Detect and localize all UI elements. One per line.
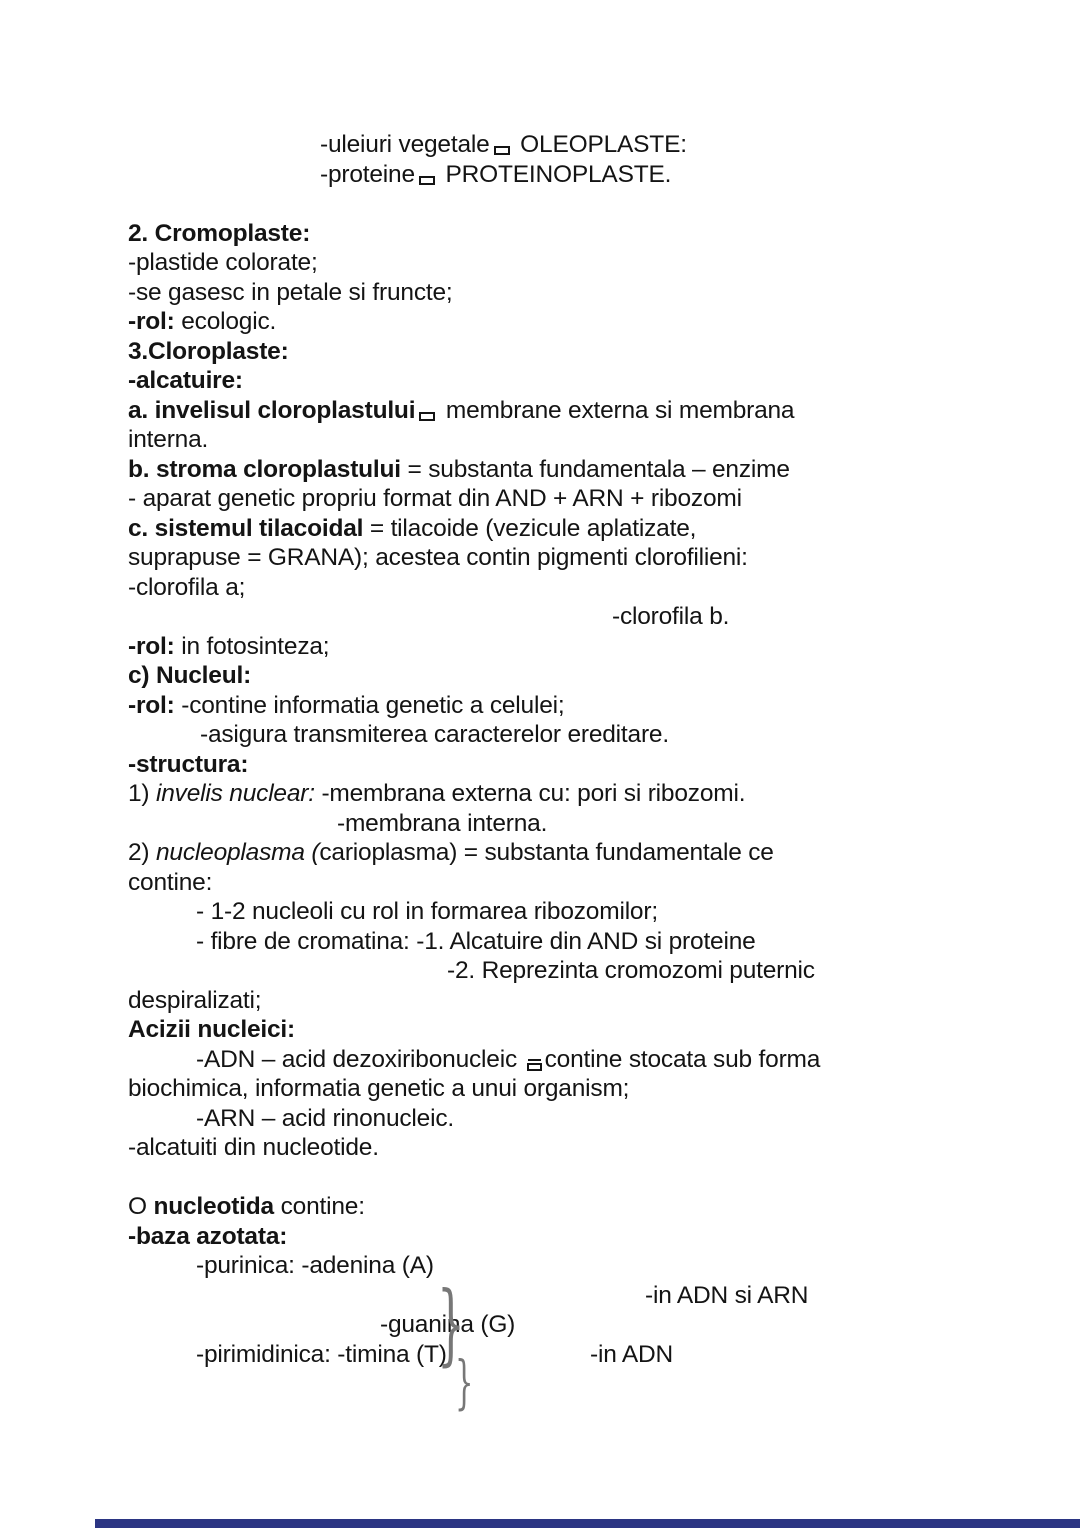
text-segment: -baza azotata: [128, 1222, 288, 1250]
curly-brace-annotation: } [455, 1348, 474, 1416]
text-segment: despiralizati; [128, 986, 262, 1014]
text-segment: nucleoplasma ( [156, 839, 320, 866]
text-segment: Acizii nucleici: [128, 1016, 295, 1043]
text-segment: 1) [128, 780, 156, 807]
text-segment: contine stocata sub forma [544, 1045, 821, 1073]
text-line [0, 130, 1080, 160]
footer-bar [95, 1519, 1080, 1528]
text-line [0, 337, 1080, 367]
text-line [0, 1015, 1080, 1045]
missing-glyph-box-icon [419, 412, 435, 421]
text-segment: - aparat genetic propriu format din AND + ARN + ribozomi [128, 485, 742, 512]
text-line [0, 307, 1080, 337]
text-line [0, 189, 1080, 219]
text-line [0, 1104, 1080, 1134]
text-segment: -rol: [128, 308, 175, 335]
text-line [0, 514, 1080, 544]
text-segment: -proteine [320, 160, 415, 188]
text-segment: = substanta fundamentala – enzime [400, 455, 790, 483]
text-line [0, 986, 1080, 1016]
text-line [0, 838, 1080, 868]
text-segment: -membrana externa cu: pori si ribozomi. [314, 780, 746, 807]
text-line [0, 1310, 1080, 1340]
text-line [0, 927, 1080, 957]
text-segment: -purinica: -adenina (A) [196, 1252, 434, 1279]
text-segment: interna. [128, 426, 209, 453]
text-line [0, 543, 1080, 573]
text-line [0, 1281, 1080, 1311]
text-segment: invelis nuclear: [156, 780, 315, 807]
text-segment: -ADN – acid dezoxiribonucleic [196, 1045, 524, 1073]
text-line [0, 160, 1080, 190]
text-line [0, 632, 1080, 662]
text-segment: a. invelisul cloroplastului [128, 396, 416, 424]
text-segment: -ARN – acid rinonucleic. [196, 1104, 455, 1132]
text-line [0, 1045, 1080, 1075]
text-segment: ecologic. [174, 308, 277, 335]
missing-glyph-table-icon [527, 1063, 542, 1071]
text-line [0, 455, 1080, 485]
text-segment: suprapuse = GRANA); acestea contin pigmenti clorofilieni: [128, 544, 748, 571]
text-line [0, 868, 1080, 898]
text-line [0, 720, 1080, 750]
text-segment: carioplasma) = substanta fundamentale ce [319, 839, 774, 866]
text-segment: O [128, 1193, 154, 1220]
text-line [0, 1163, 1080, 1193]
text-line [0, 809, 1080, 839]
text-segment: c. sistemul tilacoidal [128, 514, 364, 542]
text-line [0, 1251, 1080, 1281]
text-segment: -alcatuire: [128, 367, 243, 394]
text-line [0, 1192, 1080, 1222]
text-segment: membrane externa si membrana [439, 396, 795, 424]
missing-glyph-box-icon [419, 176, 435, 185]
text-line [0, 661, 1080, 691]
text-segment: -uleiuri vegetale [320, 131, 490, 158]
text-line [0, 1340, 1080, 1370]
text-line [0, 602, 1080, 632]
text-segment: -clorofila a; [128, 573, 246, 601]
text-line [0, 278, 1080, 308]
text-segment: biochimica, informatia genetic a unui organism; [128, 1075, 630, 1102]
text-segment: OLEOPLASTE: [513, 131, 687, 158]
text-segment: in fotosinteza; [174, 632, 330, 660]
text-line [0, 897, 1080, 927]
text-segment: = tilacoide (vezicule aplatizate, [363, 514, 697, 542]
text-line [0, 248, 1080, 278]
text-segment: -in ADN [590, 1340, 674, 1368]
text-segment: -2. Reprezinta cromozomi puternic [447, 957, 815, 984]
missing-glyph-box-icon [494, 146, 510, 155]
text-line [0, 691, 1080, 721]
text-segment: -se gasesc in petale si fruncte; [128, 278, 453, 306]
text-segment: c) Nucleul: [128, 662, 252, 689]
text-line [0, 1074, 1080, 1104]
text-segment: PROTEINOPLASTE. [438, 160, 672, 188]
text-line [0, 366, 1080, 396]
curly-brace-annotation: } [437, 1272, 465, 1375]
text-segment: -rol: [128, 691, 175, 719]
text-segment: 2. Cromoplaste: [128, 219, 311, 247]
text-line [0, 779, 1080, 809]
text-segment: -plastide colorate; [128, 249, 318, 276]
text-line [0, 484, 1080, 514]
text-segment: contine: [273, 1193, 365, 1220]
text-segment: -membrana interna. [337, 809, 548, 837]
text-line [0, 1222, 1080, 1252]
text-segment: -in ADN si ARN [645, 1281, 809, 1309]
text-segment: -guanina (G) [380, 1311, 516, 1338]
text-line [0, 425, 1080, 455]
text-segment: -rol: [128, 632, 175, 660]
text-segment: -clorofila b. [612, 603, 730, 630]
text-line [0, 219, 1080, 249]
text-segment: nucleotida [153, 1193, 274, 1220]
text-segment: - fibre de cromatina: -1. Alcatuire din AND si proteine [196, 927, 756, 955]
text-line [0, 1133, 1080, 1163]
text-segment: -asigura transmiterea caracterelor ereditare. [200, 721, 669, 748]
text-segment: 3.Cloroplaste: [128, 337, 289, 365]
text-segment: -pirimidinica: -timina (T) [196, 1340, 447, 1368]
document-body [0, 130, 1080, 1369]
text-line [0, 573, 1080, 603]
text-line [0, 956, 1080, 986]
text-segment: -structura: [128, 750, 249, 778]
text-line [0, 396, 1080, 426]
text-line [0, 750, 1080, 780]
text-segment: contine: [128, 868, 213, 896]
text-segment: -contine informatia genetic a celulei; [174, 691, 565, 719]
text-segment: -alcatuiti din nucleotide. [128, 1134, 379, 1161]
text-segment: - 1-2 nucleoli cu rol in formarea ribozomilor; [196, 898, 658, 925]
text-segment: 2) [128, 839, 156, 866]
text-segment: b. stroma cloroplastului [128, 455, 401, 483]
